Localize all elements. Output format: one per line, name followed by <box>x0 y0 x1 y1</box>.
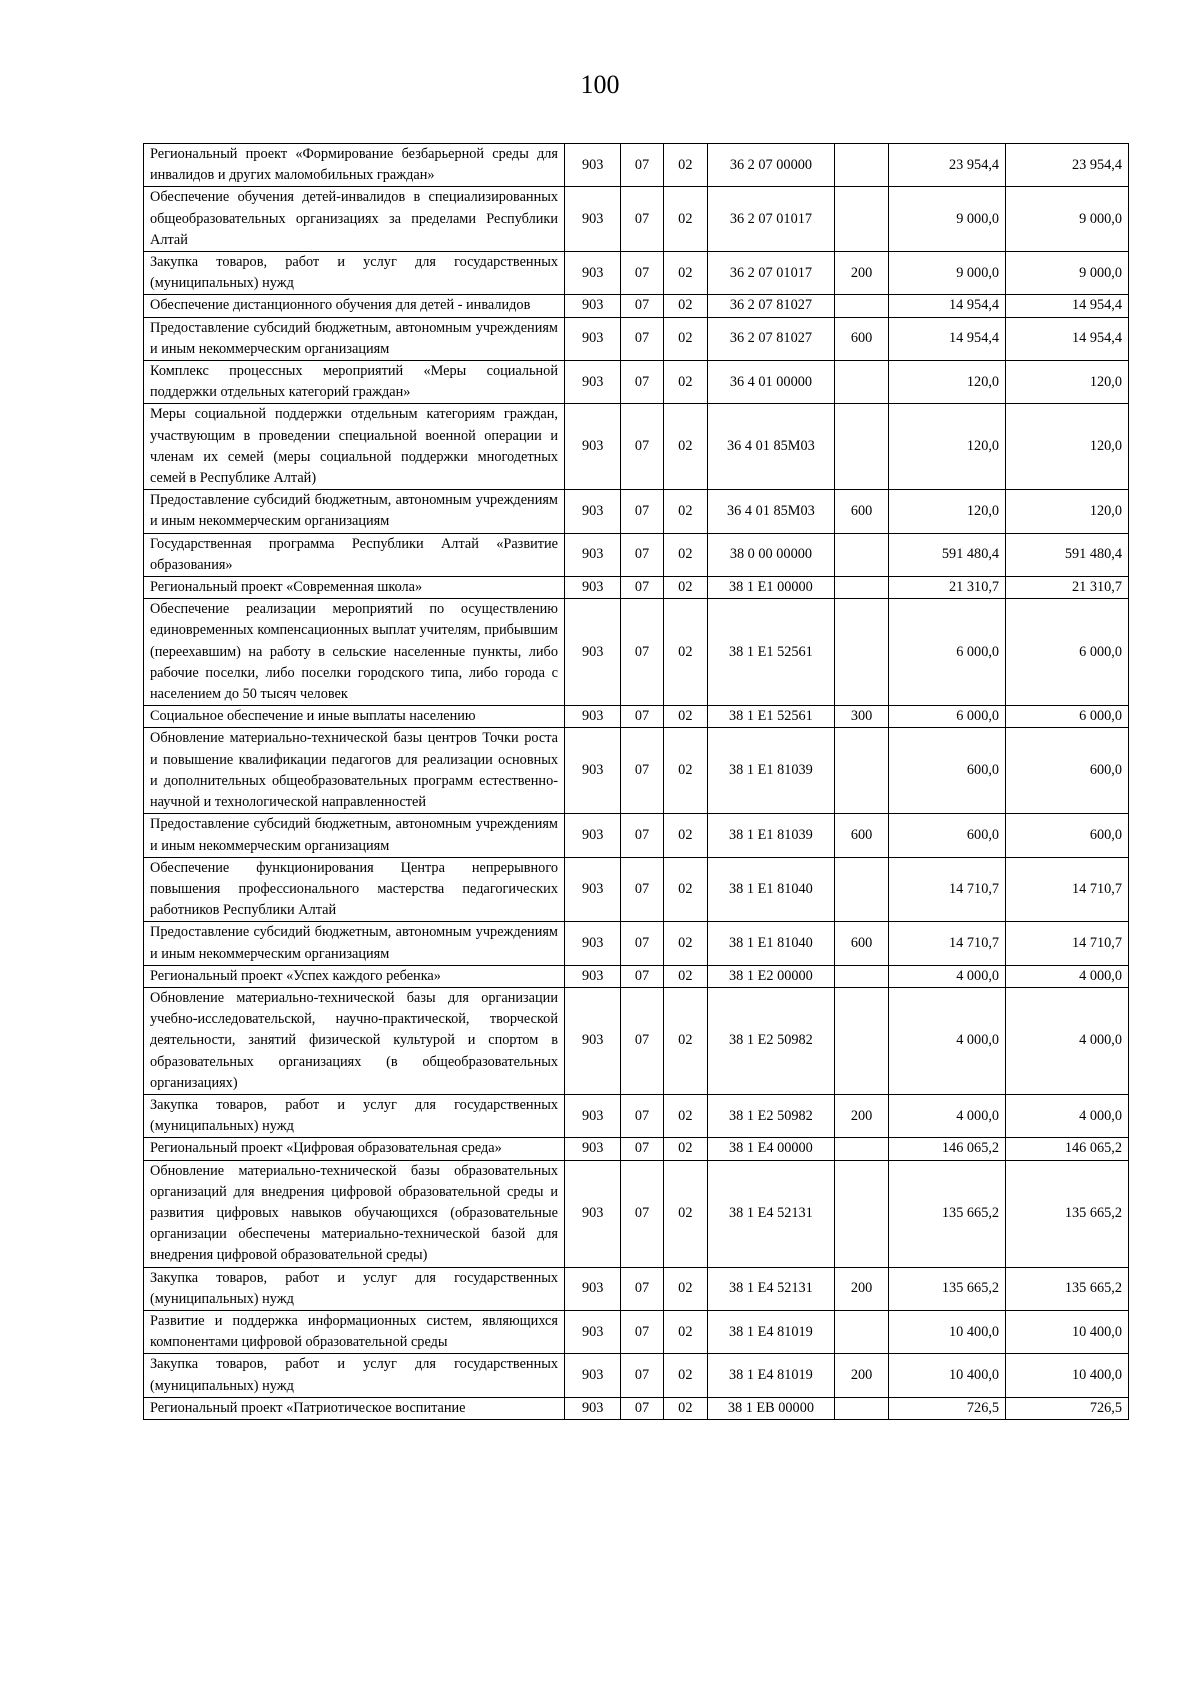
section-code: 07 <box>621 814 663 857</box>
grbs-code: 903 <box>564 728 620 814</box>
section-code: 07 <box>621 252 663 295</box>
amount-year-1: 6 000,0 <box>889 706 1006 728</box>
amount-year-1: 14 954,4 <box>889 295 1006 317</box>
target-article-code: 38 1 Е4 81019 <box>707 1354 834 1397</box>
section-code: 07 <box>621 965 663 987</box>
grbs-code: 903 <box>564 490 620 533</box>
target-article-code: 38 1 Е2 00000 <box>707 965 834 987</box>
table-row <box>144 1397 1129 1419</box>
table-row <box>144 1138 1129 1160</box>
target-article-code: 38 1 Е1 81040 <box>707 922 834 965</box>
expense-type-code: 600 <box>834 317 888 360</box>
subsection-code: 02 <box>663 404 707 490</box>
expense-type-code <box>834 599 888 706</box>
item-name: Закупка товаров, работ и услуг для государственных (муниципальных) нужд <box>144 252 565 295</box>
table-row <box>144 404 1129 490</box>
grbs-code: 903 <box>564 361 620 404</box>
expense-type-code <box>834 965 888 987</box>
expense-type-code: 200 <box>834 1354 888 1397</box>
table-row <box>144 1354 1129 1397</box>
subsection-code: 02 <box>663 965 707 987</box>
subsection-code: 02 <box>663 1397 707 1419</box>
amount-year-2: 14 710,7 <box>1006 857 1129 922</box>
amount-year-2: 146 065,2 <box>1006 1138 1129 1160</box>
section-code: 07 <box>621 317 663 360</box>
table-row <box>144 577 1129 599</box>
target-article-code: 38 1 Е2 50982 <box>707 1094 834 1137</box>
amount-year-2: 10 400,0 <box>1006 1310 1129 1353</box>
grbs-code: 903 <box>564 1267 620 1310</box>
grbs-code: 903 <box>564 317 620 360</box>
budget-table-body <box>144 144 1129 1420</box>
target-article-code: 38 1 Е1 52561 <box>707 599 834 706</box>
table-row <box>144 728 1129 814</box>
subsection-code: 02 <box>663 706 707 728</box>
amount-year-1: 10 400,0 <box>889 1354 1006 1397</box>
section-code: 07 <box>621 987 663 1094</box>
item-name: Обеспечение функционирования Центра непрерывного повышения профессионального мастерства педагогических работников Республики Алтай <box>144 857 565 922</box>
section-code: 07 <box>621 490 663 533</box>
amount-year-1: 9 000,0 <box>889 187 1006 252</box>
item-name: Обеспечение обучения детей-инвалидов в специализированных общеобразовательных организациях за пределами Республики Алтай <box>144 187 565 252</box>
amount-year-2: 135 665,2 <box>1006 1160 1129 1267</box>
amount-year-1: 14 954,4 <box>889 317 1006 360</box>
target-article-code: 38 1 Е4 52131 <box>707 1160 834 1267</box>
grbs-code: 903 <box>564 577 620 599</box>
amount-year-2: 6 000,0 <box>1006 706 1129 728</box>
table-row <box>144 533 1129 576</box>
table-row <box>144 814 1129 857</box>
subsection-code: 02 <box>663 252 707 295</box>
table-row <box>144 490 1129 533</box>
target-article-code: 38 1 Е4 52131 <box>707 1267 834 1310</box>
item-name: Региональный проект «Цифровая образовательная среда» <box>144 1138 565 1160</box>
expense-type-code <box>834 987 888 1094</box>
section-code: 07 <box>621 922 663 965</box>
amount-year-2: 9 000,0 <box>1006 187 1129 252</box>
item-name: Закупка товаров, работ и услуг для государственных (муниципальных) нужд <box>144 1267 565 1310</box>
amount-year-2: 4 000,0 <box>1006 1094 1129 1137</box>
subsection-code: 02 <box>663 814 707 857</box>
target-article-code: 36 4 01 00000 <box>707 361 834 404</box>
subsection-code: 02 <box>663 922 707 965</box>
target-article-code: 38 1 Е4 00000 <box>707 1138 834 1160</box>
amount-year-1: 14 710,7 <box>889 922 1006 965</box>
expense-type-code <box>834 533 888 576</box>
section-code: 07 <box>621 1397 663 1419</box>
section-code: 07 <box>621 728 663 814</box>
subsection-code: 02 <box>663 361 707 404</box>
target-article-code: 38 1 Е4 81019 <box>707 1310 834 1353</box>
amount-year-2: 591 480,4 <box>1006 533 1129 576</box>
target-article-code: 36 2 07 01017 <box>707 252 834 295</box>
table-row <box>144 252 1129 295</box>
expense-type-code <box>834 577 888 599</box>
amount-year-1: 600,0 <box>889 814 1006 857</box>
subsection-code: 02 <box>663 295 707 317</box>
amount-year-1: 23 954,4 <box>889 144 1006 187</box>
expense-type-code <box>834 144 888 187</box>
item-name: Комплекс процессных мероприятий «Меры социальной поддержки отдельных категорий граждан» <box>144 361 565 404</box>
item-name: Государственная программа Республики Алтай «Развитие образования» <box>144 533 565 576</box>
subsection-code: 02 <box>663 1094 707 1137</box>
amount-year-2: 9 000,0 <box>1006 252 1129 295</box>
subsection-code: 02 <box>663 577 707 599</box>
grbs-code: 903 <box>564 1354 620 1397</box>
amount-year-2: 120,0 <box>1006 404 1129 490</box>
table-row <box>144 706 1129 728</box>
section-code: 07 <box>621 1267 663 1310</box>
section-code: 07 <box>621 295 663 317</box>
item-name: Обновление материально-технической базы образовательных организаций для внедрения цифровой образовательной среды и развития цифровых навыков обучающихся (образовательные организации обеспечены материально-технической базой для внедрения цифровой образовательной среды) <box>144 1160 565 1267</box>
amount-year-1: 14 710,7 <box>889 857 1006 922</box>
subsection-code: 02 <box>663 857 707 922</box>
amount-year-1: 135 665,2 <box>889 1267 1006 1310</box>
expense-type-code <box>834 187 888 252</box>
amount-year-2: 14 710,7 <box>1006 922 1129 965</box>
section-code: 07 <box>621 599 663 706</box>
table-row <box>144 187 1129 252</box>
amount-year-1: 591 480,4 <box>889 533 1006 576</box>
target-article-code: 36 2 07 01017 <box>707 187 834 252</box>
section-code: 07 <box>621 577 663 599</box>
expense-type-code <box>834 1310 888 1353</box>
table-row <box>144 599 1129 706</box>
table-row <box>144 1094 1129 1137</box>
expense-type-code <box>834 295 888 317</box>
amount-year-2: 135 665,2 <box>1006 1267 1129 1310</box>
section-code: 07 <box>621 1138 663 1160</box>
amount-year-1: 135 665,2 <box>889 1160 1006 1267</box>
section-code: 07 <box>621 706 663 728</box>
target-article-code: 36 2 07 81027 <box>707 317 834 360</box>
subsection-code: 02 <box>663 728 707 814</box>
grbs-code: 903 <box>564 404 620 490</box>
grbs-code: 903 <box>564 1160 620 1267</box>
target-article-code: 38 1 Е1 81039 <box>707 814 834 857</box>
item-name: Предоставление субсидий бюджетным, автономным учреждениям и иным некоммерческим организациям <box>144 814 565 857</box>
expense-type-code <box>834 857 888 922</box>
table-row <box>144 987 1129 1094</box>
amount-year-2: 4 000,0 <box>1006 965 1129 987</box>
subsection-code: 02 <box>663 490 707 533</box>
grbs-code: 903 <box>564 533 620 576</box>
target-article-code: 36 4 01 85М03 <box>707 404 834 490</box>
item-name: Закупка товаров, работ и услуг для государственных (муниципальных) нужд <box>144 1354 565 1397</box>
grbs-code: 903 <box>564 706 620 728</box>
table-row <box>144 857 1129 922</box>
expense-type-code: 200 <box>834 1267 888 1310</box>
item-name: Предоставление субсидий бюджетным, автономным учреждениям и иным некоммерческим организациям <box>144 922 565 965</box>
target-article-code: 36 2 07 00000 <box>707 144 834 187</box>
expense-type-code <box>834 361 888 404</box>
amount-year-2: 10 400,0 <box>1006 1354 1129 1397</box>
target-article-code: 38 0 00 00000 <box>707 533 834 576</box>
section-code: 07 <box>621 404 663 490</box>
target-article-code: 38 1 ЕВ 00000 <box>707 1397 834 1419</box>
amount-year-1: 4 000,0 <box>889 965 1006 987</box>
amount-year-2: 600,0 <box>1006 728 1129 814</box>
amount-year-2: 600,0 <box>1006 814 1129 857</box>
subsection-code: 02 <box>663 599 707 706</box>
budget-table <box>143 143 1129 1420</box>
amount-year-2: 120,0 <box>1006 361 1129 404</box>
section-code: 07 <box>621 187 663 252</box>
section-code: 07 <box>621 144 663 187</box>
target-article-code: 36 4 01 85М03 <box>707 490 834 533</box>
section-code: 07 <box>621 1160 663 1267</box>
subsection-code: 02 <box>663 987 707 1094</box>
expense-type-code <box>834 1397 888 1419</box>
target-article-code: 38 1 Е1 81040 <box>707 857 834 922</box>
grbs-code: 903 <box>564 252 620 295</box>
table-row <box>144 922 1129 965</box>
item-name: Предоставление субсидий бюджетным, автономным учреждениям и иным некоммерческим организациям <box>144 490 565 533</box>
section-code: 07 <box>621 1094 663 1137</box>
amount-year-1: 4 000,0 <box>889 987 1006 1094</box>
amount-year-1: 4 000,0 <box>889 1094 1006 1137</box>
amount-year-2: 14 954,4 <box>1006 317 1129 360</box>
item-name: Обновление материально-технической базы для организации учебно-исследовательской, научно-практической, творческой деятельности, занятий физической культурой и спортом в образовательных организациях (в общеобразовательных организациях) <box>144 987 565 1094</box>
amount-year-1: 120,0 <box>889 361 1006 404</box>
grbs-code: 903 <box>564 965 620 987</box>
item-name: Обновление материально-технической базы центров Точки роста и повышение квалификации педагогов для реализации основных и дополнительных общеобразовательных программ естественно-научной и технологической направленностей <box>144 728 565 814</box>
amount-year-1: 120,0 <box>889 404 1006 490</box>
amount-year-1: 9 000,0 <box>889 252 1006 295</box>
item-name: Предоставление субсидий бюджетным, автономным учреждениям и иным некоммерческим организациям <box>144 317 565 360</box>
target-article-code: 38 1 Е2 50982 <box>707 987 834 1094</box>
item-name: Обеспечение реализации мероприятий по осуществлению единовременных компенсационных выплат учителям, прибывшим (переехавшим) на работу в сельские населенные пункты, либо рабочие поселки, либо поселки городского типа, либо города с населением до 50 тысяч человек <box>144 599 565 706</box>
amount-year-2: 14 954,4 <box>1006 295 1129 317</box>
amount-year-2: 23 954,4 <box>1006 144 1129 187</box>
grbs-code: 903 <box>564 599 620 706</box>
subsection-code: 02 <box>663 144 707 187</box>
subsection-code: 02 <box>663 1160 707 1267</box>
amount-year-1: 146 065,2 <box>889 1138 1006 1160</box>
subsection-code: 02 <box>663 533 707 576</box>
item-name: Региональный проект «Современная школа» <box>144 577 565 599</box>
expense-type-code: 600 <box>834 490 888 533</box>
expense-type-code: 200 <box>834 252 888 295</box>
subsection-code: 02 <box>663 1310 707 1353</box>
target-article-code: 38 1 Е1 52561 <box>707 706 834 728</box>
amount-year-2: 120,0 <box>1006 490 1129 533</box>
amount-year-1: 726,5 <box>889 1397 1006 1419</box>
table-row <box>144 965 1129 987</box>
table-row <box>144 1267 1129 1310</box>
grbs-code: 903 <box>564 1310 620 1353</box>
grbs-code: 903 <box>564 295 620 317</box>
section-code: 07 <box>621 533 663 576</box>
amount-year-2: 4 000,0 <box>1006 987 1129 1094</box>
grbs-code: 903 <box>564 987 620 1094</box>
table-row <box>144 317 1129 360</box>
item-name: Закупка товаров, работ и услуг для государственных (муниципальных) нужд <box>144 1094 565 1137</box>
item-name: Региональный проект «Патриотическое воспитание <box>144 1397 565 1419</box>
target-article-code: 38 1 Е1 00000 <box>707 577 834 599</box>
amount-year-1: 120,0 <box>889 490 1006 533</box>
item-name: Социальное обеспечение и иные выплаты населению <box>144 706 565 728</box>
section-code: 07 <box>621 1354 663 1397</box>
table-row <box>144 144 1129 187</box>
subsection-code: 02 <box>663 1267 707 1310</box>
expense-type-code <box>834 404 888 490</box>
amount-year-2: 726,5 <box>1006 1397 1129 1419</box>
grbs-code: 903 <box>564 1138 620 1160</box>
item-name: Региональный проект «Формирование безбарьерной среды для инвалидов и других маломобильных граждан» <box>144 144 565 187</box>
item-name: Региональный проект «Успех каждого ребенка» <box>144 965 565 987</box>
amount-year-2: 6 000,0 <box>1006 599 1129 706</box>
item-name: Развитие и поддержка информационных систем, являющихся компонентами цифровой образовательной среды <box>144 1310 565 1353</box>
table-row <box>144 295 1129 317</box>
amount-year-1: 10 400,0 <box>889 1310 1006 1353</box>
expense-type-code: 300 <box>834 706 888 728</box>
expense-type-code: 600 <box>834 814 888 857</box>
expense-type-code <box>834 1160 888 1267</box>
subsection-code: 02 <box>663 1354 707 1397</box>
grbs-code: 903 <box>564 1094 620 1137</box>
amount-year-2: 21 310,7 <box>1006 577 1129 599</box>
grbs-code: 903 <box>564 187 620 252</box>
table-row <box>144 1160 1129 1267</box>
section-code: 07 <box>621 1310 663 1353</box>
page-number: 100 <box>580 70 620 99</box>
amount-year-1: 600,0 <box>889 728 1006 814</box>
section-code: 07 <box>621 361 663 404</box>
grbs-code: 903 <box>564 144 620 187</box>
amount-year-1: 21 310,7 <box>889 577 1006 599</box>
expense-type-code: 200 <box>834 1094 888 1137</box>
expense-type-code <box>834 1138 888 1160</box>
section-code: 07 <box>621 857 663 922</box>
expense-type-code <box>834 728 888 814</box>
subsection-code: 02 <box>663 317 707 360</box>
table-row <box>144 1310 1129 1353</box>
grbs-code: 903 <box>564 922 620 965</box>
expense-type-code: 600 <box>834 922 888 965</box>
table-row <box>144 361 1129 404</box>
item-name: Меры социальной поддержки отдельным категориям граждан, участвующим в проведении специальной военной операции и членам их семей (меры социальной поддержки многодетных семей в Республике Алтай) <box>144 404 565 490</box>
grbs-code: 903 <box>564 1397 620 1419</box>
subsection-code: 02 <box>663 187 707 252</box>
grbs-code: 903 <box>564 857 620 922</box>
target-article-code: 38 1 Е1 81039 <box>707 728 834 814</box>
grbs-code: 903 <box>564 814 620 857</box>
item-name: Обеспечение дистанционного обучения для детей - инвалидов <box>144 295 565 317</box>
amount-year-1: 6 000,0 <box>889 599 1006 706</box>
target-article-code: 36 2 07 81027 <box>707 295 834 317</box>
subsection-code: 02 <box>663 1138 707 1160</box>
